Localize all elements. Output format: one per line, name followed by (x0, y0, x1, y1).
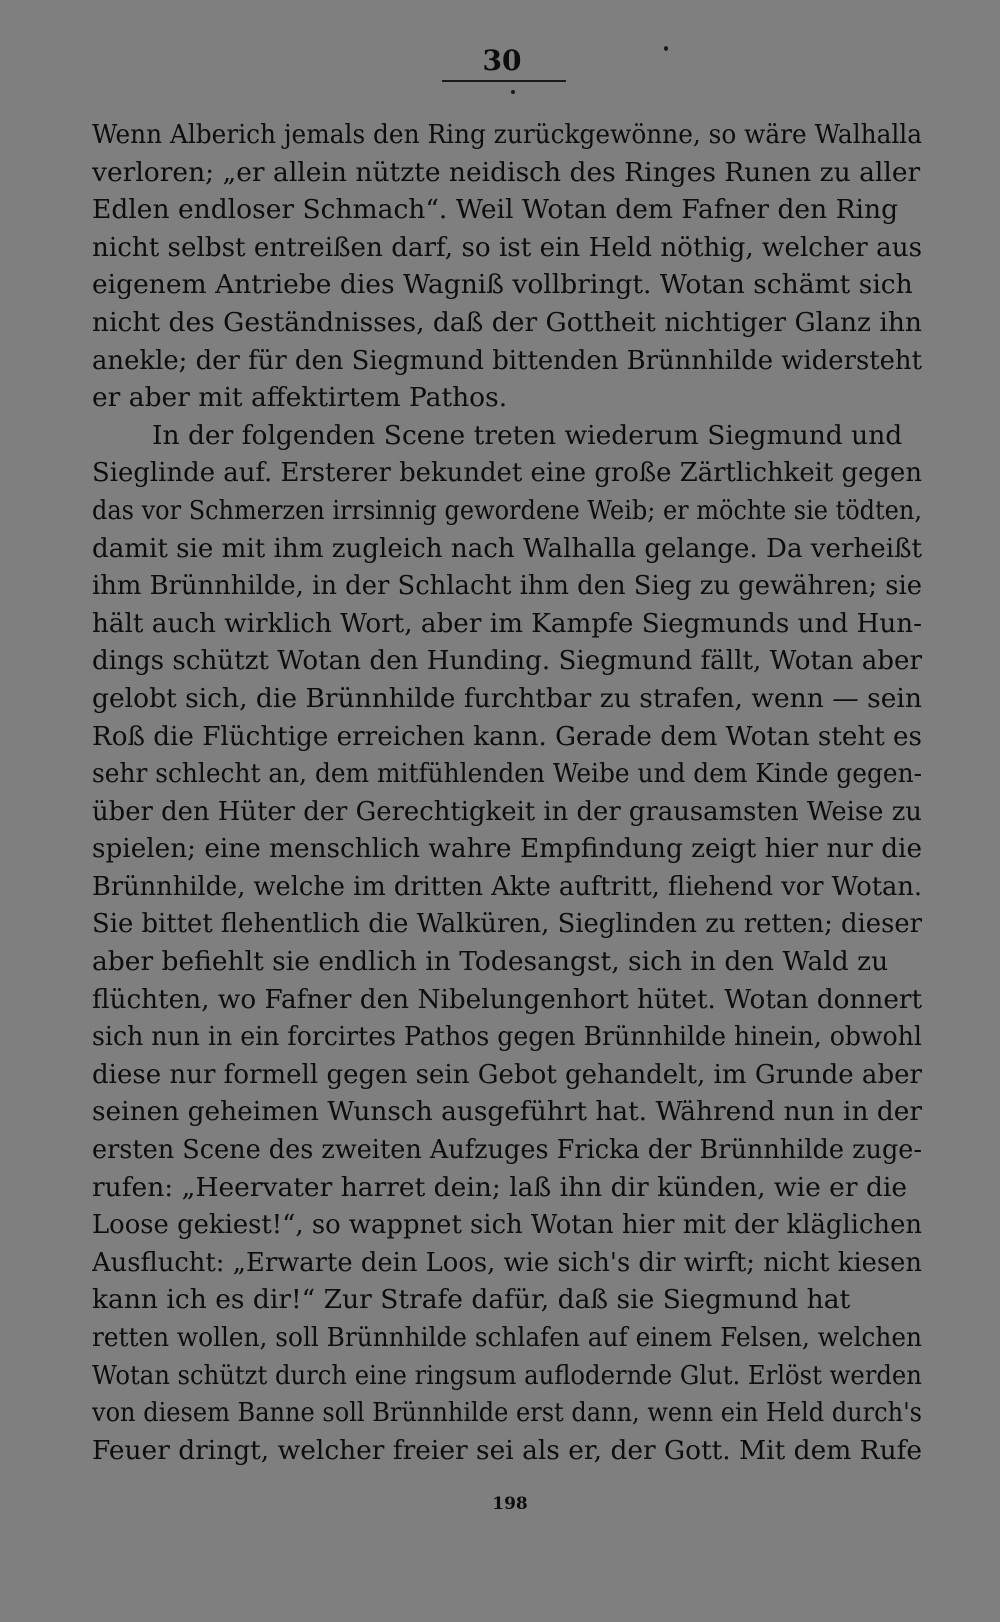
text-line: dings schützt Wotan den Hunding. Siegmund fällt, Wotan aber (92, 645, 922, 677)
text-line: nicht selbst entreißen darf, so ist ein Held nöthig, welcher aus (92, 231, 922, 263)
header-rule (442, 80, 566, 82)
text-line: von diesem Banne soll Brünnhilde erst dann, wenn ein Held durch's (92, 1397, 922, 1429)
text-line: Wotan schützt durch eine ringsum auflodernde Glut. Erlöst werden (92, 1359, 922, 1391)
text-line: Edlen endloser Schmach“. Weil Wotan dem Fafner den Ring (92, 194, 899, 226)
text-line: ersten Scene des zweiten Aufzuges Fricka der Brünnhilde zuge- (92, 1134, 922, 1166)
scan-speck (664, 46, 668, 51)
text-line: Roß die Flüchtige erreichen kann. Gerade dem Wotan steht es (92, 720, 922, 752)
text-line: eigenem Antriebe dies Wagniß vollbringt. Wotan schämt sich (92, 269, 913, 301)
text-line: diese nur formell gegen sein Gebot gehandelt, im Grunde aber (92, 1058, 922, 1090)
text-line: In der folgenden Scene treten wiederum Siegmund und (152, 419, 903, 451)
text-line: das vor Schmerzen irrsinnig gewordene Weib; er möchte sie tödten, (92, 494, 922, 526)
text-line: ihm Brünnhilde, in der Schlacht ihm den Sieg zu gewähren; sie (92, 570, 922, 602)
text-line: Feuer dringt, welcher freier sei als er, der Gott. Mit dem Rufe (92, 1434, 922, 1466)
text-line: hält auch wirklich Wort, aber im Kampfe Siegmunds und Hun- (92, 607, 922, 639)
text-line: nicht des Geständnisses, daß der Gottheit nichtiger Glanz ihn (92, 306, 922, 338)
text-line: seinen geheimen Wunsch ausgeführt hat. Während nun in der (92, 1096, 922, 1128)
scan-speck (511, 90, 515, 94)
text-line: gelobt sich, die Brünnhilde furchtbar zu strafen, wenn — sein (92, 682, 922, 714)
text-line: flüchten, wo Fafner den Nibelungenhort hütet. Wotan donnert (92, 983, 922, 1015)
text-line: Ausflucht: „Erwarte dein Loos, wie sich's dir wirft; nicht kiesen (92, 1246, 922, 1278)
text-line: anekle; der für den Siegmund bittenden Brünnhilde widersteht (92, 344, 922, 376)
text-line: aber befiehlt sie endlich in Todesangst, sich in den Wald zu (92, 946, 889, 978)
text-line: Wenn Alberich jemals den Ring zurückgewönne, so wäre Walhalla (92, 119, 922, 150)
text-line: über den Hüter der Gerechtigkeit in der grausamsten Weise zu (92, 795, 922, 827)
text-line: Brünnhilde, welche im dritten Akte auftritt, fliehend vor Wotan. (92, 870, 922, 902)
text-line: damit sie mit ihm zugleich nach Walhalla gelange. Da verheißt (92, 532, 922, 564)
text-line: Loose gekiest!“, so wappnet sich Wotan hier mit der kläglichen (92, 1209, 922, 1241)
text-line: rufen: „Heervater harret dein; laß ihn dir künden, wie er die (92, 1171, 908, 1203)
text-line: sehr schlecht an, dem mitfühlenden Weibe und dem Kinde gegen- (92, 758, 922, 790)
body-text (92, 116, 922, 1469)
text-line: Sie bittet flehentlich die Walküren, Sieglinden zu retten; dieser (92, 908, 922, 940)
text-line: er aber mit affektirtem Pathos. (92, 382, 508, 414)
text-line: kann ich es dir!“ Zur Strafe dafür, daß sie Siegmund hat (92, 1284, 851, 1316)
footer-page-number: 198 (492, 1494, 528, 1514)
text-line: Sieglinde auf. Ersterer bekundet eine große Zärtlichkeit gegen (92, 457, 922, 489)
page-number: 30 (482, 44, 522, 77)
text-line: verloren; „er allein nützte neidisch des Ringes Runen zu aller (92, 156, 921, 188)
text-line: sich nun in ein forcirtes Pathos gegen Brünnhilde hinein, obwohl (92, 1021, 922, 1053)
text-line: spielen; eine menschlich wahre Empfindung zeigt hier nur die (92, 833, 922, 865)
text-line: retten wollen, soll Brünnhilde schlafen auf einem Felsen, welchen (92, 1322, 922, 1353)
